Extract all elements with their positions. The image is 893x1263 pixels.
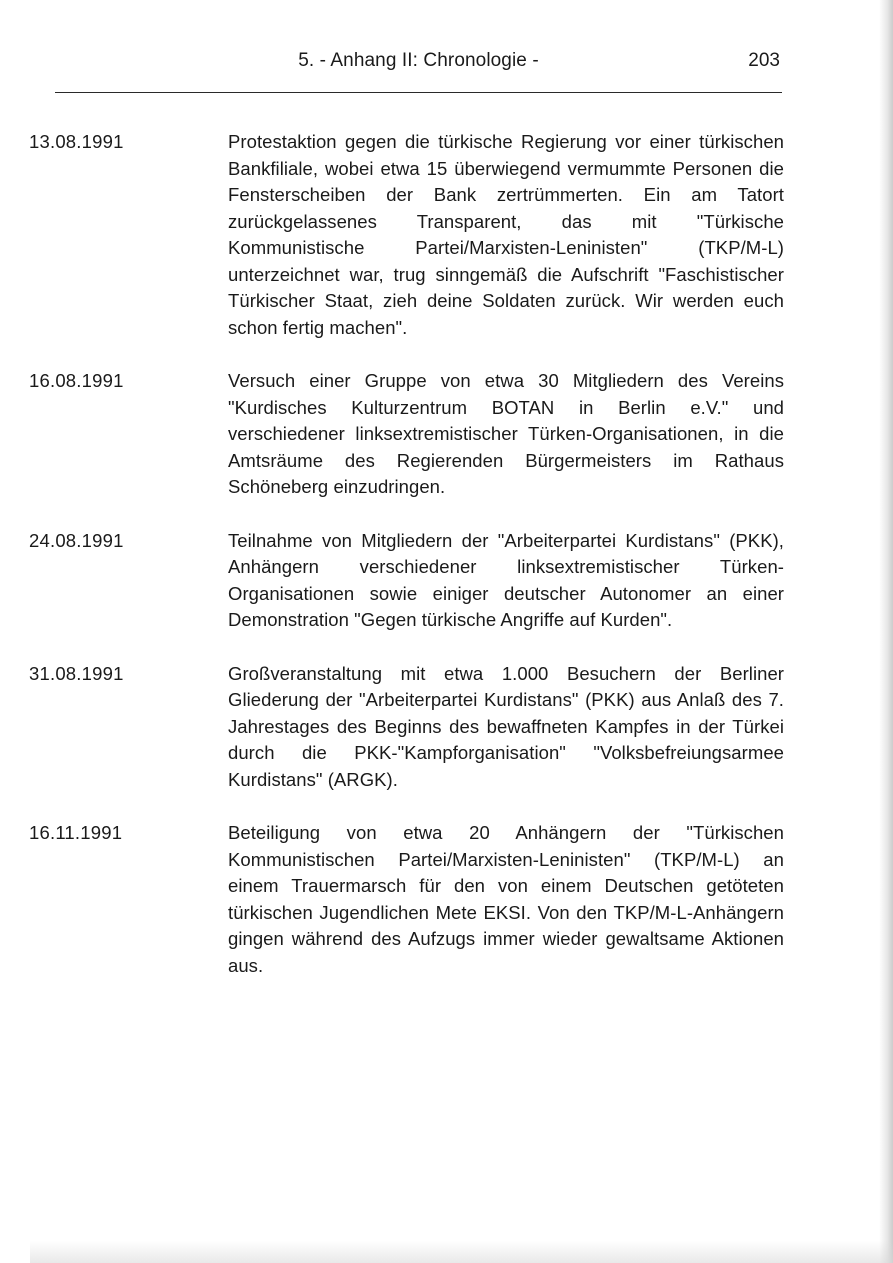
scan-shadow-bottom: [30, 1241, 893, 1263]
entry-text: Versuch einer Gruppe von etwa 30 Mitgliedern des Vereins "Kurdisches Kulturzentrum BOTAN in Berlin e.V." und verschiedener linksextremistischer Türken-Organisationen, in die Amtsräume des Regierenden Bürgermeisters im Rathaus Schöneberg einzudringen.: [228, 370, 784, 497]
header-divider: [55, 92, 782, 93]
entry-date: 16.08.1991: [29, 370, 124, 391]
entry-date: 16.11.1991: [29, 822, 123, 843]
chronology-entry: [0, 528, 893, 634]
entry-date: 31.08.1991: [29, 662, 124, 684]
entry-date: 24.08.1991: [29, 529, 124, 551]
entry-text: Protestaktion gegen die türkische Regierung vor einer türkischen Bankfiliale, wobei etwa 15 überwiegend vermummte Personen die Fensterscheiben der Bank zertrümmerten. Ein am Tatort zurückgelassenes Transparent, das mit "Türkische Kommunistische Partei/Marxisten-Leninisten" (TKP/M-L) unterzeichnet war, trug sinngemäß die Aufschrift "Faschistischer Türkischer Staat, zieh deine Soldaten zurück. Wir werden euch schon fertig machen".: [228, 131, 784, 338]
entry-text: Beteiligung von etwa 20 Anhängern der "Türkischen Kommunistischen Partei/Marxisten-Leninisten" (TKP/M-L) an einem Trauermarsch für den von einem Deutschen getöteten türkischen Jugendlichen Mete EKSI. Von den TKP/M-L-Anhängern gingen während des Aufzugs immer wieder gewaltsame Aktionen aus.: [228, 822, 784, 976]
entry-text: Teilnahme von Mitgliedern der "Arbeiterpartei Kurdistans" (PKK), Anhängern verschiedener linksextremistischer Türken-Organisationen sowie einiger deutscher Autonomer an einer Demonstration "Gegen türkische Angriffe auf Kurden".: [228, 529, 784, 630]
entry-date: 13.08.1991: [29, 131, 124, 152]
scan-shadow-right: [879, 0, 893, 1263]
chronology-entry: [0, 368, 893, 501]
page-header: [55, 50, 782, 80]
chronology-entry: [0, 661, 893, 794]
entry-text: Großveranstaltung mit etwa 1.000 Besuchern der Berliner Gliederung der "Arbeiterpartei Kurdistans" (PKK) aus Anlaß des 7. Jahrestages des Beginns des bewaffneten Kampfes in der Türkei durch die PKK-"Kampforganisation" "Volksbefreiungsarmee Kurdistans" (ARGK).: [228, 662, 784, 790]
running-title: 5. - Anhang II: Chronologie -: [298, 50, 539, 71]
chronology-entry: [0, 129, 893, 341]
page-number: 203: [748, 50, 780, 71]
chronology-list: [0, 129, 893, 1006]
chronology-entry: [0, 820, 893, 979]
